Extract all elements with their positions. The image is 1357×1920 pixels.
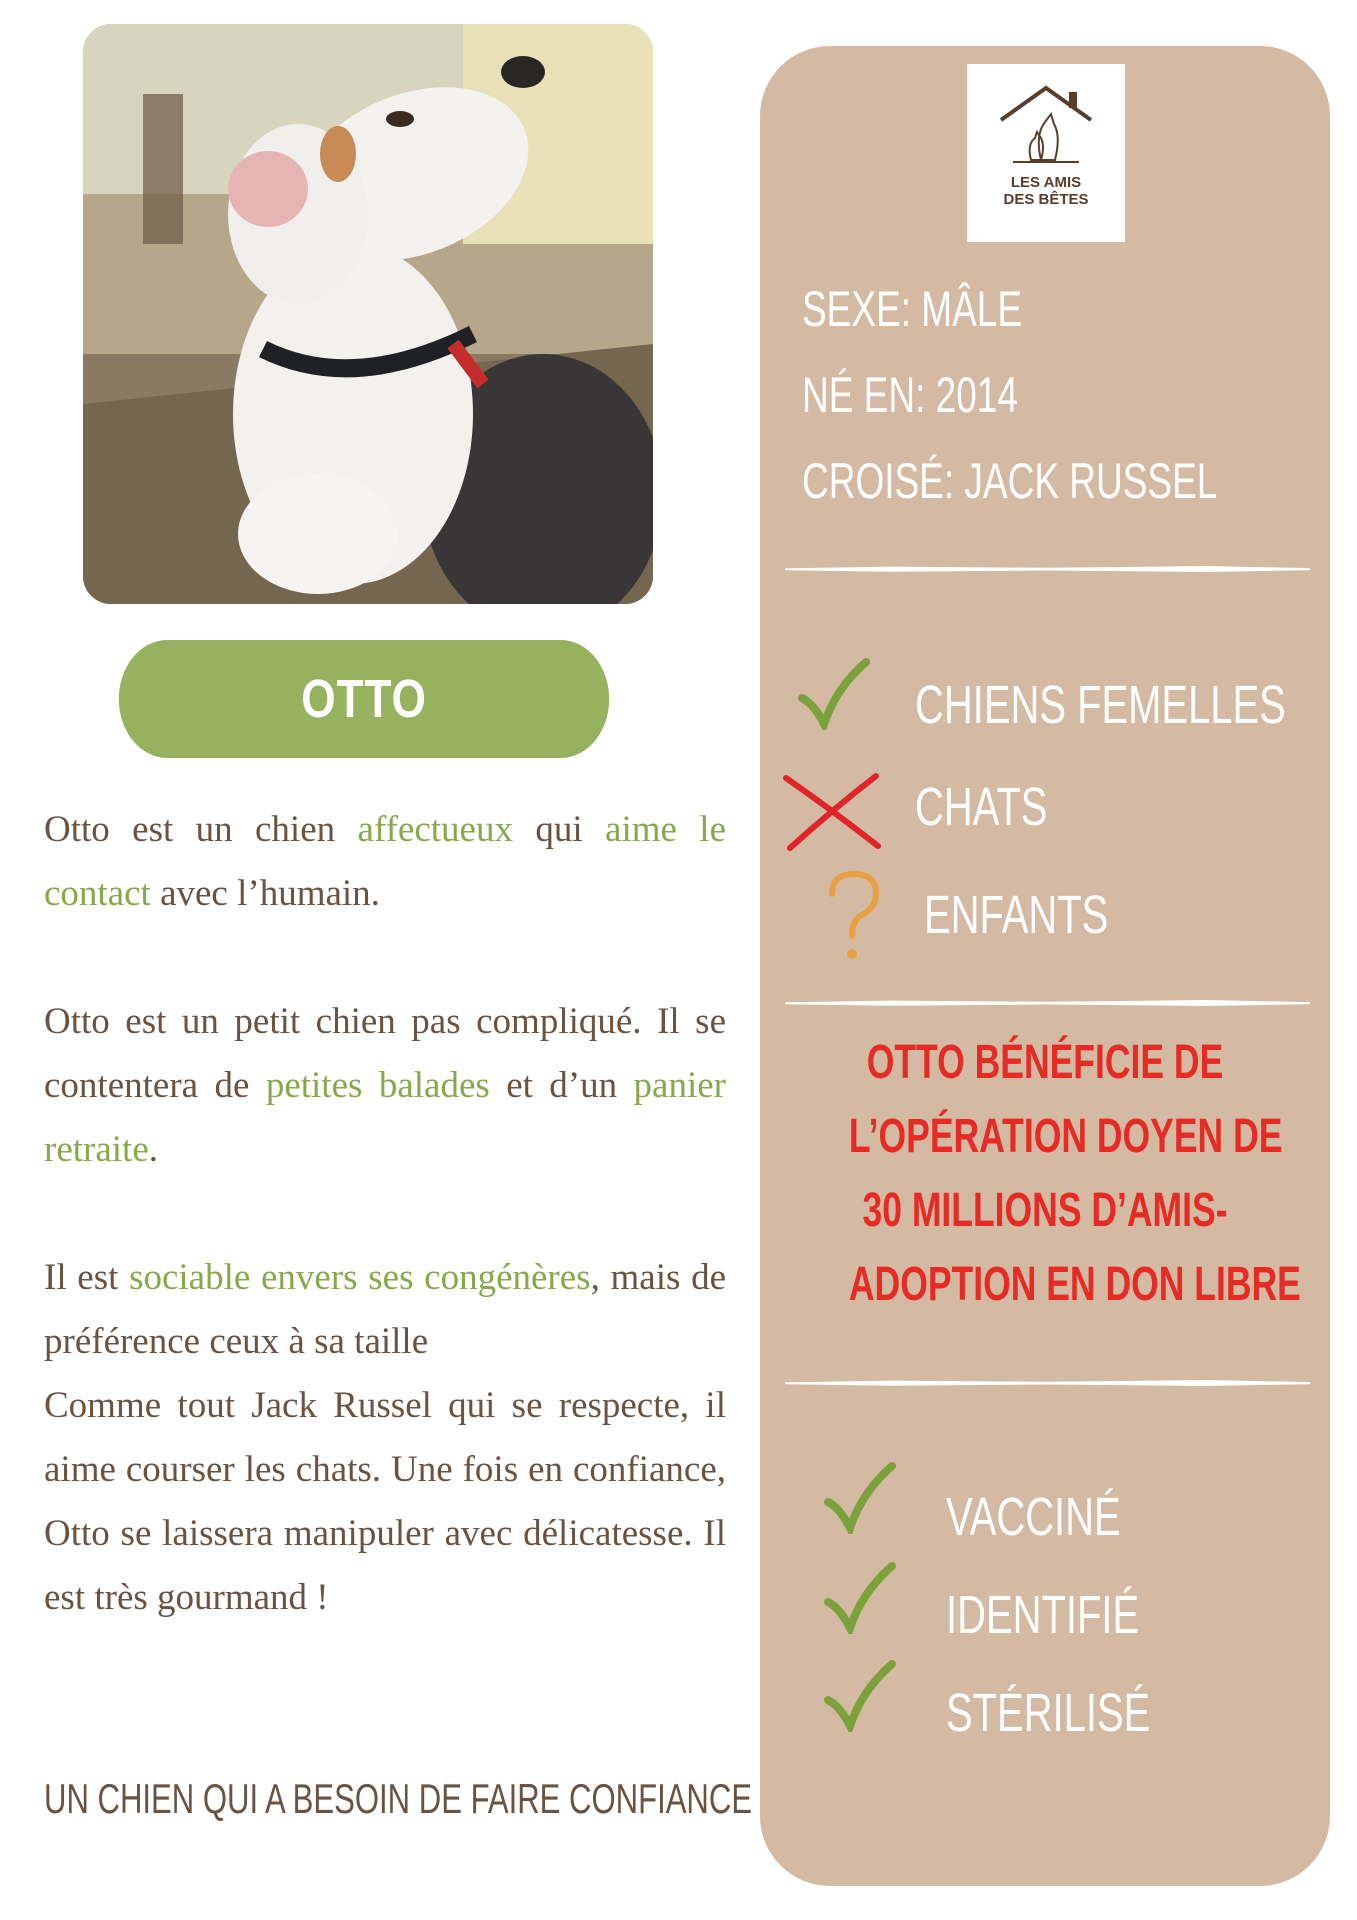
logo-text: DES BÊTES [1003,191,1089,208]
divider [785,1380,1310,1386]
info-breed: CROISÉ: JACK RUSSEL [802,453,1218,509]
check-icon [796,658,870,730]
info-sexe: SEXE: MÂLE [802,281,1023,337]
description-paragraph: Otto est un chien affectueux qui aime le contact avec l’humain. [44,809,726,914]
shelter-logo [967,64,1125,242]
description-paragraph: Il est sociable envers ses congénères, mais de préférence ceux à sa taille [44,1257,726,1362]
promo-line: OTTO BÉNÉFICIE DE [866,1036,1224,1089]
promo-line: L’OPÉRATION DOYEN DE [848,1110,1283,1163]
compat-label: ENFANTS [924,885,1109,945]
divider [785,566,1310,572]
tagline: UN CHIEN QUI A BESOIN DE FAIRE CONFIANCE [44,1775,753,1822]
promo-line: 30 MILLIONS D’AMIS- [862,1184,1228,1237]
description [44,798,726,1630]
description-paragraph: Comme tout Jack Russel qui se respecte, il aime courser les chats. Une fois en confiance, Otto se laissera manipuler avec délicatesse. Il est très gourmand ! [44,1385,726,1618]
health-label: VACCINÉ [946,1487,1121,1547]
question-icon [824,870,884,964]
dog-photo [83,24,653,604]
check-icon [822,1462,896,1534]
health-label: STÉRILISÉ [946,1683,1151,1743]
info-birth-year: NÉ EN: 2014 [802,367,1018,423]
promo-message [780,1026,1310,1322]
divider [785,1000,1310,1006]
info-panel [760,46,1330,1886]
health-label: IDENTIFIÉ [946,1585,1140,1645]
check-icon [822,1660,896,1732]
cross-icon [782,770,882,852]
promo-line: ADOPTION EN DON LIBRE [848,1258,1301,1311]
check-icon [822,1562,896,1634]
compat-label: CHATS [915,777,1048,837]
house-dog-cat-icon [991,80,1101,170]
description-paragraph: Otto est un petit chien pas compliqué. Il se contentera de petites balades et d’un panier retraite. [44,1001,726,1170]
dog-name: OTTO [119,640,609,758]
logo-text: LES AMIS [1010,174,1082,191]
compat-label: CHIENS FEMELLES [915,675,1286,735]
